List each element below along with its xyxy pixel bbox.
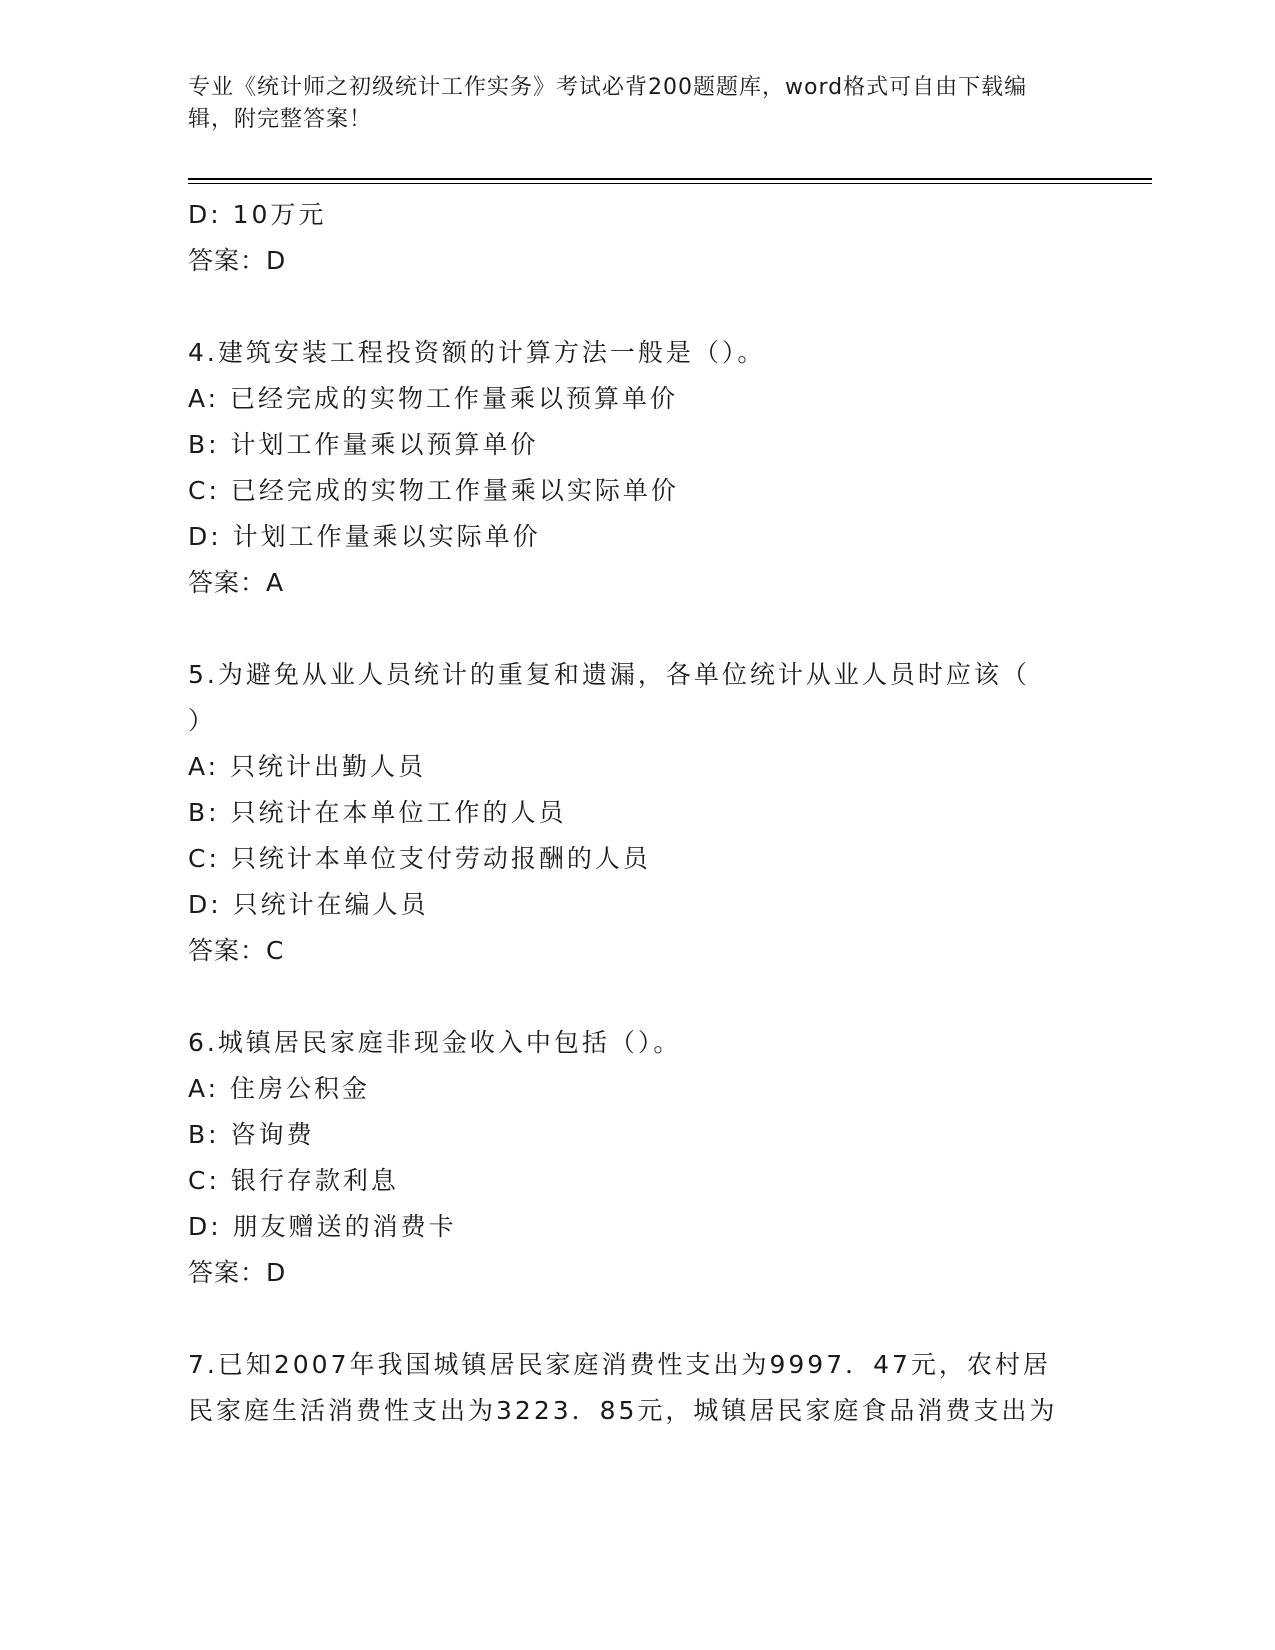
q5-option-c: C: 只统计本单位支付劳动报酬的人员 [188, 844, 651, 873]
q4-answer: 答案：A [188, 568, 285, 597]
spacer [188, 606, 1088, 652]
q4-option-b: B: 计划工作量乘以预算单价 [188, 430, 539, 459]
q4-option-c: C: 已经完成的实物工作量乘以实际单价 [188, 476, 679, 505]
q4-option-d: D: 计划工作量乘以实际单价 [188, 522, 541, 551]
header-divider-thin [188, 183, 1152, 184]
q6-option-d: D: 朋友赠送的消费卡 [188, 1212, 457, 1241]
question-content [188, 192, 1088, 1434]
q7-stem-line2: 民家庭生活消费性支出为3223．85元，城镇居民家庭食品消费支出为 [188, 1396, 1058, 1425]
q5-option-d: D: 只统计在编人员 [188, 890, 429, 919]
q6-option-c: C: 银行存款利息 [188, 1166, 399, 1195]
q4-option-a: A: 已经完成的实物工作量乘以预算单价 [188, 384, 679, 413]
q3-option-d: D: 10万元 [188, 200, 327, 229]
spacer [188, 1296, 1088, 1342]
q6-answer: 答案：D [188, 1258, 287, 1287]
q6-option-b: B: 咨询费 [188, 1120, 315, 1149]
q3-answer: 答案：D [188, 246, 287, 275]
q6-stem: 6.城镇居民家庭非现金收入中包括（）。 [188, 1028, 682, 1057]
q5-stem-end: ） [188, 706, 217, 735]
q5-stem: 5.为避免从业人员统计的重复和遗漏，各单位统计从业人员时应该（ [188, 660, 1030, 689]
q4-stem: 4.建筑安装工程投资额的计算方法一般是（）。 [188, 338, 766, 367]
spacer [188, 284, 1088, 330]
header-divider [188, 178, 1152, 180]
q5-option-b: B: 只统计在本单位工作的人员 [188, 798, 567, 827]
document-header: 专业《统计师之初级统计工作实务》考试必背200题题库，word格式可自由下载编辑，附完整答案！ [188, 75, 1028, 132]
q6-option-a: A: 住房公积金 [188, 1074, 371, 1103]
q5-answer: 答案：C [188, 936, 285, 965]
q5-option-a: A: 只统计出勤人员 [188, 752, 427, 781]
q7-stem-line1: 7.已知2007年我国城镇居民家庭消费性支出为9997．47元，农村居 [188, 1350, 1051, 1379]
spacer [188, 974, 1088, 1020]
